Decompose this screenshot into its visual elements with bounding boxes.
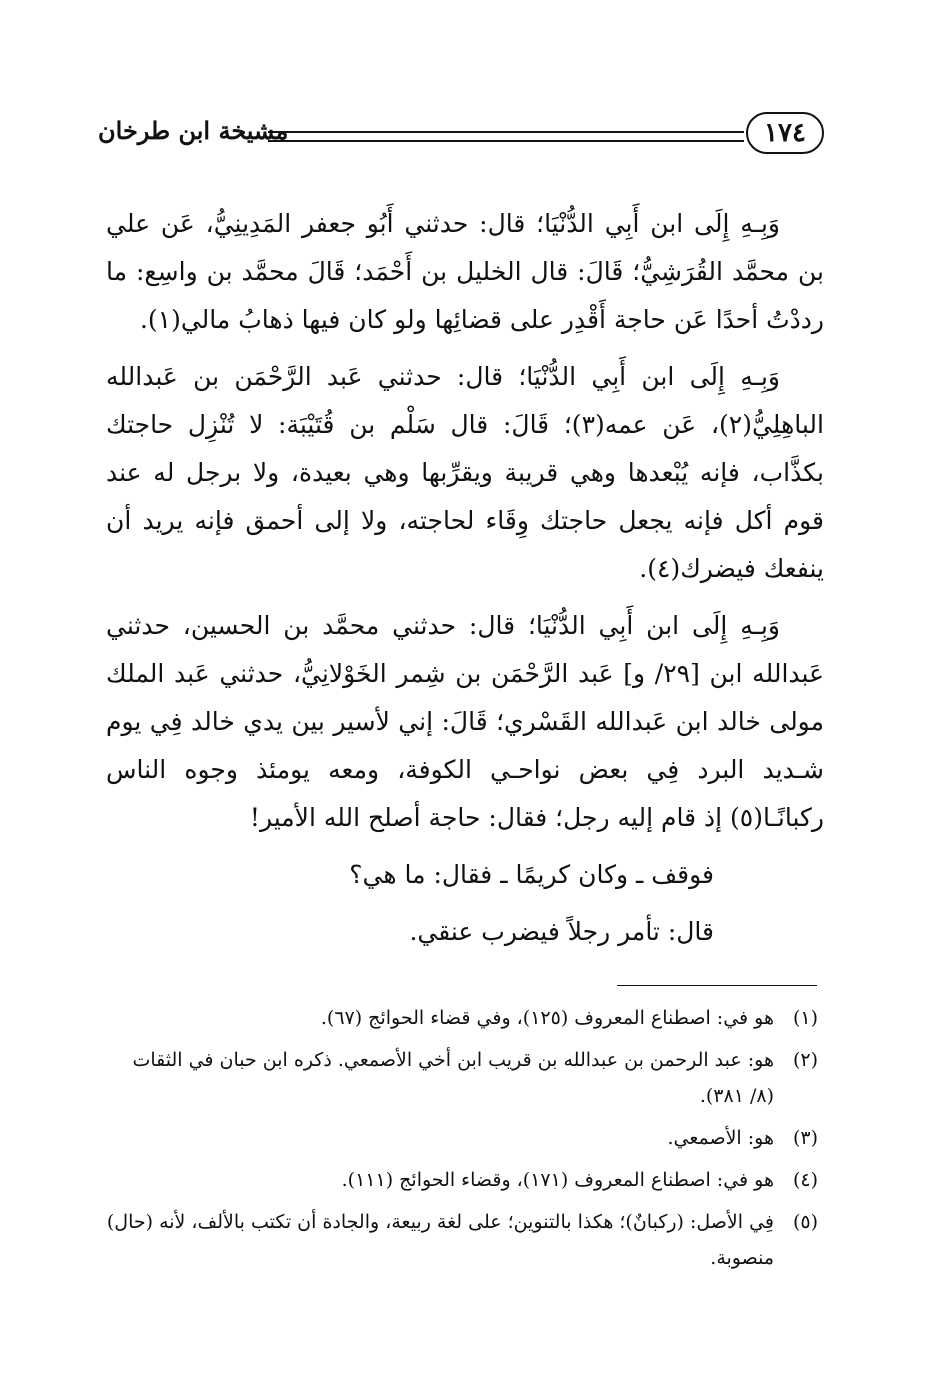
footnote-number: (١) bbox=[792, 1007, 818, 1029]
footnote-text: هو في: اصطناع المعروف (١٢٥)، وفي قضاء الحوائج (٦٧). bbox=[320, 1007, 774, 1029]
footnote-text: هو: الأصمعي. bbox=[667, 1127, 774, 1149]
footnote-text: فِي الأصل: (ركبانٌ)؛ هكذا بالتنوين؛ على لغة ربيعة، والجادة أن تكتب بالألف، لأنه (حال) منصوبة. bbox=[106, 1211, 774, 1269]
footnote-number: (٥) bbox=[792, 1211, 818, 1233]
dialogue-line-2: قال: تأمر رجلاً فيضرب عنقي. bbox=[409, 917, 714, 946]
page-number: ١٧٤ bbox=[746, 112, 824, 154]
page-header bbox=[98, 112, 824, 156]
footnote-text: هو: عبد الرحمن بن عبدالله بن قريب ابن أخي الأصمعي. ذكره ابن حبان في الثقات (٨/ ٣٨١). bbox=[132, 1049, 774, 1107]
paragraph-2: وَبِـهِ إِلَى ابن أَبِي الدُّنْيَا؛ قال: حدثني عَبد الرَّحْمَن بن عَبدالله الباهِلِيُّ(٢)، عَن عمه(٣)؛ قَالَ: قال سَلْم بن قُتَيْبَة: لا تُنْزِل حاجتك بكذَّاب، فإنه يُبْعدها وهي قريبة ويقرِّبها وهي بعيدة، ولا برجل له عند قوم أكل فإنه يجعل حاجتك وِقَاء لحاجته، ولا إلى أحمق فإنه يريد أن ينفعك فيضرك(٤). bbox=[106, 362, 824, 583]
footnote bbox=[106, 1204, 818, 1276]
running-title: مشيخة ابن طرخان bbox=[98, 116, 289, 145]
footnote-separator bbox=[617, 985, 817, 986]
footnote bbox=[106, 1042, 818, 1114]
footnote-number: (٤) bbox=[792, 1169, 818, 1191]
footnote-number: (٣) bbox=[792, 1127, 818, 1149]
footnote bbox=[106, 1000, 818, 1036]
main-text bbox=[106, 200, 824, 965]
footnote-text: هو في: اصطناع المعروف (١٧١)، وقضاء الحوائج (١١١). bbox=[341, 1169, 774, 1191]
footnote-number: (٢) bbox=[792, 1049, 818, 1071]
footnotes bbox=[106, 1000, 818, 1282]
paragraph-3: وَبِـهِ إِلَى ابن أَبِي الدُّنْيَا؛ قال: حدثني محمَّد بن الحسين، حدثني عَبدالله ابن [٢٩/ و] عَبد الرَّحْمَن بن شِمر الخَوْلانِيُّ، حدثني عَبد الملك مولى خالد ابن عَبدالله القَسْري؛ قَالَ: إني لأسير بين يدي خالد فِي يوم شـديد البرد فِي بعض نواحـي الكوفة، ومعه يومئذ وجوه الناس ركبانًـا(٥) إذ قام إليه رجل؛ فقال: حاجة أصلح الله الأمير! bbox=[106, 611, 824, 832]
dialogue-line-1: فوقف ـ وكان كريمًا ـ فقال: ما هي؟ bbox=[349, 860, 714, 889]
footnote bbox=[106, 1162, 818, 1198]
header-rule bbox=[268, 131, 744, 142]
paragraph-1: وَبِـهِ إِلَى ابن أَبِي الدُّنْيَا؛ قال: حدثني أَبُو جعفر المَدِينِيُّ، عَن علي بن محمَّد القُرَشِيُّ؛ قَالَ: قال الخليل بن أَحْمَد؛ قَالَ محمَّد بن واسِع: ما رددْتُ أحدًا عَن حاجة أَقْدِر على قضائِها ولو كان فيها ذهابُ مالي(١). bbox=[106, 209, 824, 334]
footnote bbox=[106, 1120, 818, 1156]
